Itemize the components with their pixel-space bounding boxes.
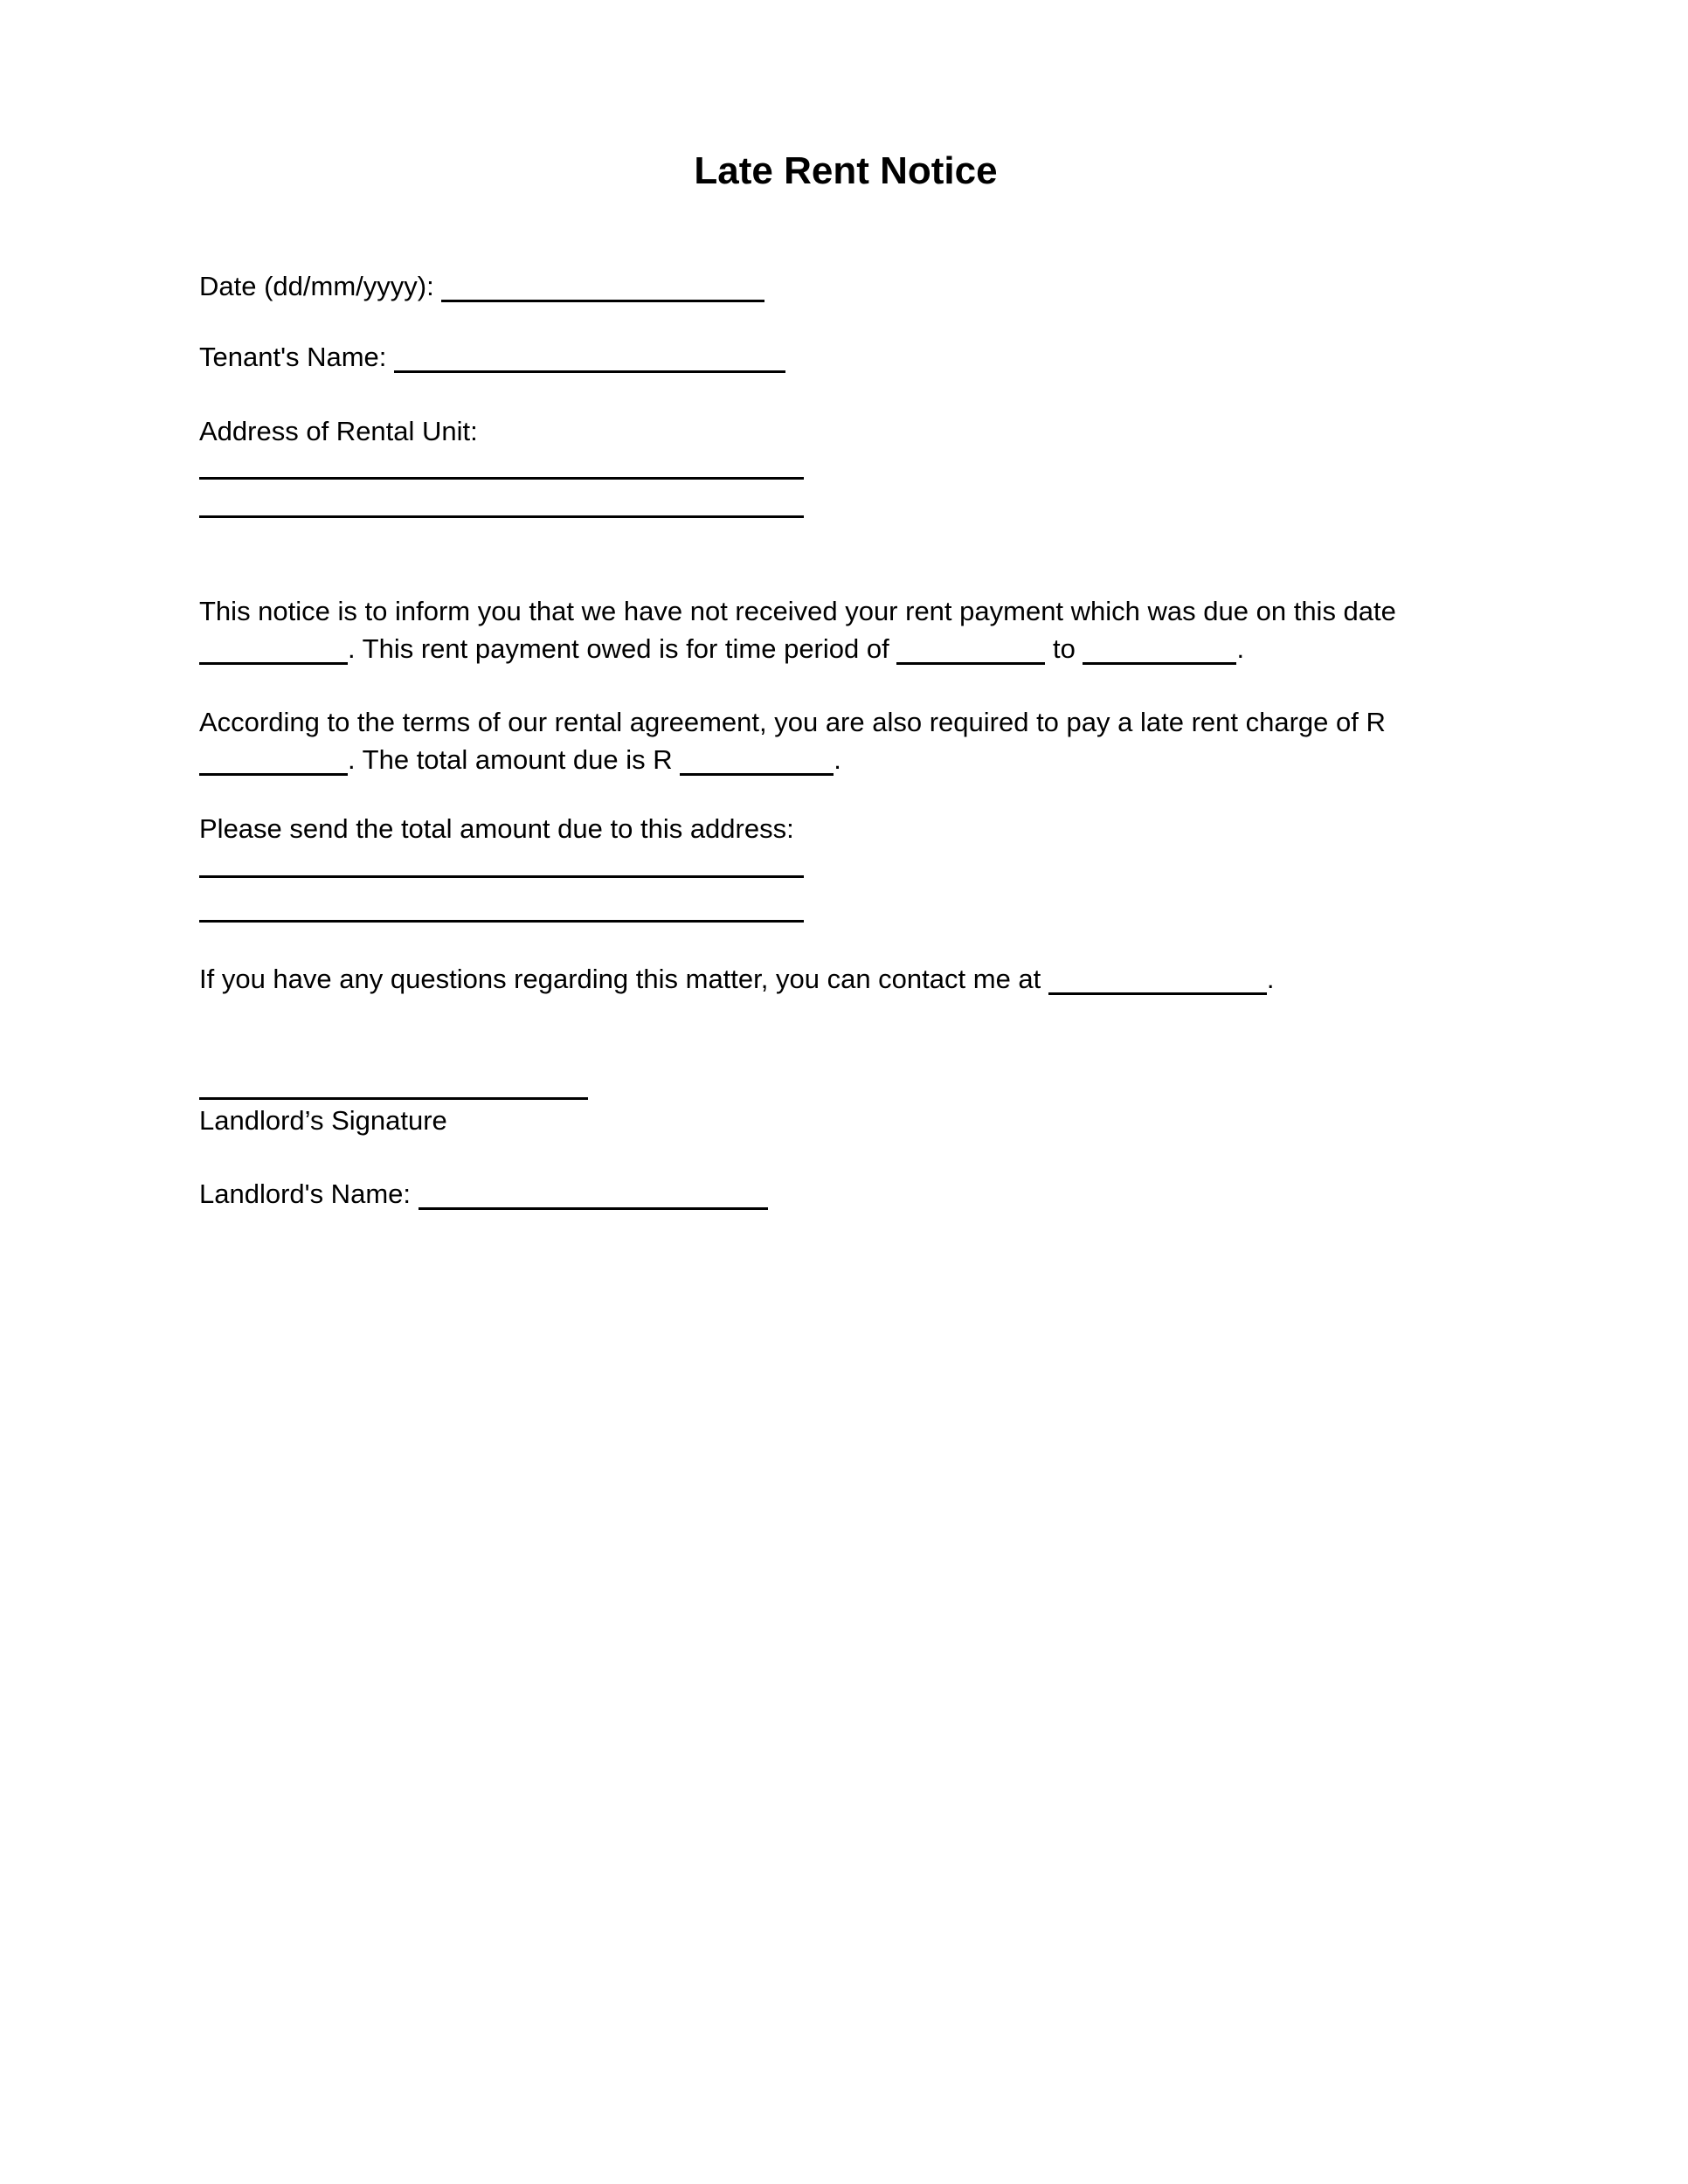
- tenant-name-label: Tenant's Name:: [199, 342, 387, 372]
- signature-line: [199, 1097, 588, 1100]
- late-charge-blank: [199, 764, 348, 776]
- landlord-signature-label: Landlord’s Signature: [199, 1105, 447, 1136]
- date-blank: [441, 291, 764, 302]
- due-date-blank: [199, 653, 348, 665]
- send-address-line-2: [199, 920, 804, 923]
- late-charge-paragraph: [199, 703, 1492, 778]
- notice-text-2: . This rent payment owed is for time period of: [348, 633, 889, 664]
- charge-text-2: . The total amount due is R: [348, 744, 673, 775]
- contact-paragraph: [199, 960, 1492, 998]
- charge-text-1: According to the terms of our rental agreement, you are also required to pay a late rent charge of R: [199, 707, 1386, 737]
- charge-text-3: .: [834, 744, 841, 775]
- landlord-name-blank: [419, 1199, 768, 1210]
- landlord-name-row: [199, 1175, 1492, 1213]
- period-end-blank: [1083, 653, 1236, 665]
- contact-text-1: If you have any questions regarding this matter, you can contact me at: [199, 964, 1041, 994]
- total-due-blank: [680, 764, 834, 776]
- tenant-name-blank: [394, 362, 785, 373]
- notice-text-4: .: [1236, 633, 1245, 664]
- send-address-label: Please send the total amount due to this address:: [199, 813, 794, 844]
- address-line-2: [199, 515, 804, 518]
- address-of-rental-unit-label: Address of Rental Unit:: [199, 416, 478, 446]
- notice-text-1: This notice is to inform you that we have not received your rent payment which was due on this date: [199, 596, 1396, 626]
- contact-text-2: .: [1266, 964, 1275, 994]
- send-address-line-1: [199, 875, 804, 878]
- tenant-name-row: [199, 338, 1492, 376]
- period-start-blank: [896, 653, 1045, 665]
- date-label: Date (dd/mm/yyyy):: [199, 271, 434, 301]
- notice-paragraph: [199, 592, 1492, 667]
- landlord-name-label: Landlord's Name:: [199, 1178, 411, 1209]
- notice-text-3: to: [1052, 633, 1076, 664]
- address-line-1: [199, 477, 804, 480]
- page-title: Late Rent Notice: [694, 149, 998, 192]
- date-row: [199, 267, 1492, 305]
- contact-blank: [1048, 984, 1267, 995]
